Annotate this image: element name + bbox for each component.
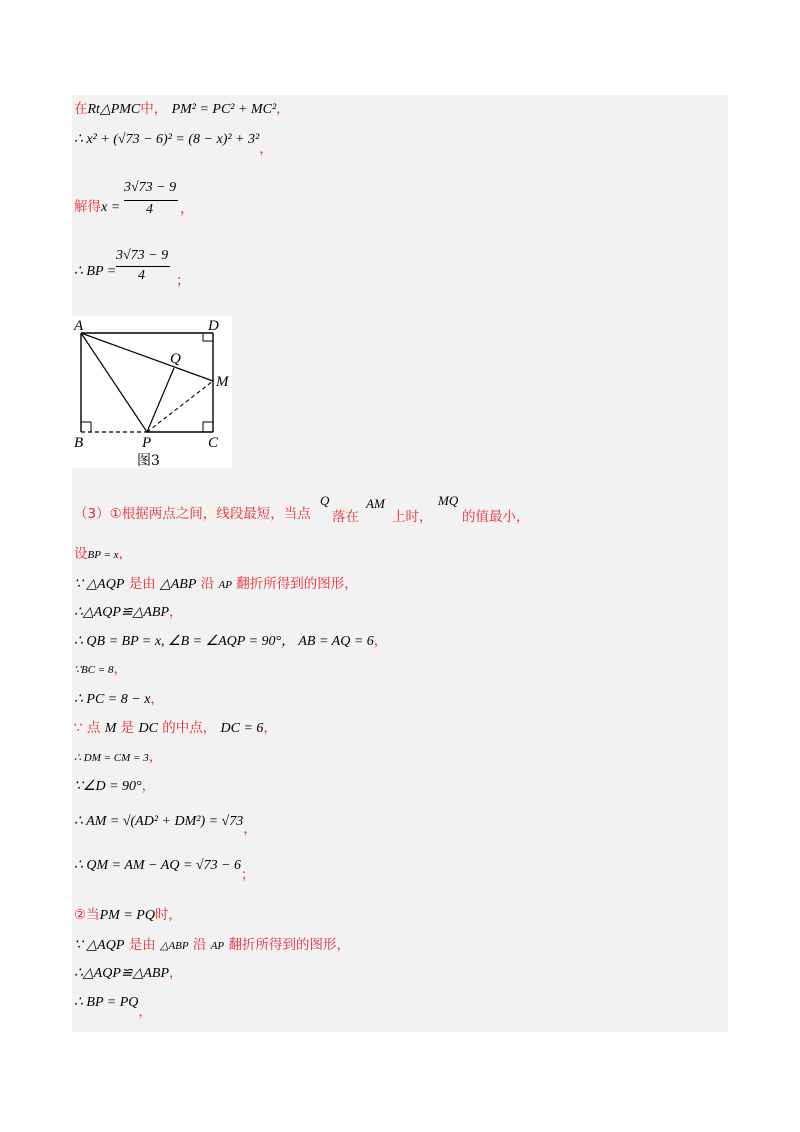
text-comma: ， (169, 604, 183, 620)
fraction-bp (116, 248, 176, 288)
fraction-denominator: 4 (138, 268, 145, 283)
text-comma: ， (113, 661, 127, 677)
math-equation: ∴ x² + (√73 − 6)² = (8 − x)² + 3² (74, 132, 260, 147)
text-time: 时， (154, 907, 182, 923)
figure-3 (72, 316, 232, 468)
text-post: ， (276, 101, 290, 117)
math-congruent: ∴△AQP≌△ABP (74, 966, 170, 981)
fraction-numerator: 3√73 − 9 (124, 180, 177, 195)
text-solve: 解得 (74, 199, 101, 215)
label-a: A (74, 318, 84, 334)
text-part3-post: 的值最小， (462, 509, 530, 525)
text-comma: ， (180, 201, 194, 217)
line-midpoint (74, 719, 277, 738)
text-comma: ， (118, 546, 133, 562)
line-part3-intro (74, 505, 311, 523)
fraction-numerator: 3√73 − 9 (116, 248, 169, 263)
math-q: Q (320, 493, 330, 508)
text-along: 沿 (200, 576, 215, 592)
figure-caption: 图3 (137, 453, 160, 469)
text-comma: ， (169, 965, 183, 981)
line-congruent-2 (74, 964, 183, 983)
text-semicolon: ； (176, 273, 190, 289)
line-pc (74, 690, 164, 709)
line-congruent-1 (74, 603, 183, 622)
text-point: ∵ 点 (74, 720, 101, 736)
text-is-from: 是由 (128, 576, 156, 592)
text-when: ②当 (74, 907, 100, 923)
text-comma: ， (243, 821, 257, 837)
math-rt-pmc: Rt△PMC (87, 102, 141, 117)
text-comma: ， (373, 633, 388, 649)
math-abp: △ABP (159, 940, 189, 952)
line-rt-triangle (74, 100, 290, 119)
fraction-bar (124, 200, 178, 201)
line-am (74, 812, 257, 837)
line-fold-2 (74, 936, 350, 955)
text-semicolon: ； (241, 867, 255, 883)
text-part3-mid2: 上时， (392, 509, 433, 525)
text-part3-mid: 落在 (332, 509, 359, 525)
text-fold-result: 翻折所得到的图形， (236, 576, 358, 592)
line-let-bp (74, 545, 132, 564)
math-ap: AP (210, 940, 225, 952)
math-dm-cm: ∴ DM = CM = 3 (74, 752, 149, 764)
math-pc: ∴ PC = 8 − x (74, 692, 151, 707)
line-solve-x (74, 198, 120, 217)
math-abp: △ABP (159, 577, 197, 592)
math-bc: ∵BC = 8 (74, 664, 114, 676)
text-comma: ， (138, 1004, 152, 1020)
line-bc (74, 660, 127, 679)
label-d: D (208, 318, 219, 334)
line-bp (74, 262, 116, 281)
math-pm-pq: PM = PQ (99, 908, 155, 923)
text-fold-result: 翻折所得到的图形， (228, 937, 350, 953)
math-mq: MQ (438, 493, 459, 508)
math-dc: DC (138, 721, 158, 736)
math-qb-bp: ∴ QB = BP = x, ∠B = ∠AQP = 90°， AB = AQ = 6 (74, 634, 374, 649)
line-dm-cm (74, 748, 162, 767)
text-comma: ， (263, 720, 277, 736)
text-comma: ， (141, 778, 156, 794)
math-dc-6: DC = 6 (220, 721, 264, 736)
line-qb-bp (74, 632, 387, 651)
text-post: ， (259, 141, 273, 157)
math-am-value: ∴ AM = √(AD² + DM²) = √73 (74, 814, 244, 829)
text-is-from: 是由 (128, 937, 156, 953)
label-b: B (74, 435, 84, 451)
fraction-x (124, 180, 184, 220)
text-part3-pre: （3）①根据两点之间，线段最短，当点 (74, 506, 311, 522)
text-is: 是 (120, 720, 135, 736)
line-fold-1 (74, 575, 358, 594)
label-c: C (208, 435, 219, 451)
math-pythag: PM² = PC² + MC² (171, 102, 277, 117)
math-ap: AP (218, 579, 232, 591)
math-angle-d: ∵∠D = 90° (74, 779, 142, 794)
fraction-bar (116, 266, 170, 267)
math-bp-eq: ∴ BP = (74, 264, 117, 279)
solution-panel (72, 95, 728, 1032)
text-along: 沿 (192, 937, 207, 953)
math-aqp: ∵ △AQP (74, 577, 125, 592)
math-bp-x: BP = x (87, 549, 119, 561)
geometry-diagram (72, 316, 232, 468)
text-let: 设 (74, 546, 88, 562)
math-qm-value: ∴ QM = AM − AQ = √73 − 6 (74, 858, 242, 873)
math-aqp: ∵ △AQP (74, 938, 125, 953)
math-bp-pq: ∴ BP = PQ (74, 995, 139, 1010)
line-equation (74, 130, 273, 157)
math-x-eq: x = (101, 200, 121, 215)
text-pre: 在 (74, 101, 88, 117)
math-am: AM (366, 496, 385, 511)
text-comma: ， (150, 691, 164, 707)
fraction-denominator: 4 (146, 202, 153, 217)
line-qm (74, 856, 255, 883)
math-m: M (104, 721, 117, 736)
label-m: M (216, 374, 229, 390)
label-q: Q (170, 351, 181, 367)
text-midpoint: 的中点， (162, 720, 217, 736)
text-mid: 中， (140, 101, 168, 117)
label-p: P (142, 435, 152, 451)
math-congruent: ∴△AQP≌△ABP (74, 605, 170, 620)
text-comma: ， (148, 749, 163, 765)
line-bp-pq (74, 993, 152, 1020)
line-case2 (74, 906, 182, 925)
line-angle-d (74, 777, 155, 796)
